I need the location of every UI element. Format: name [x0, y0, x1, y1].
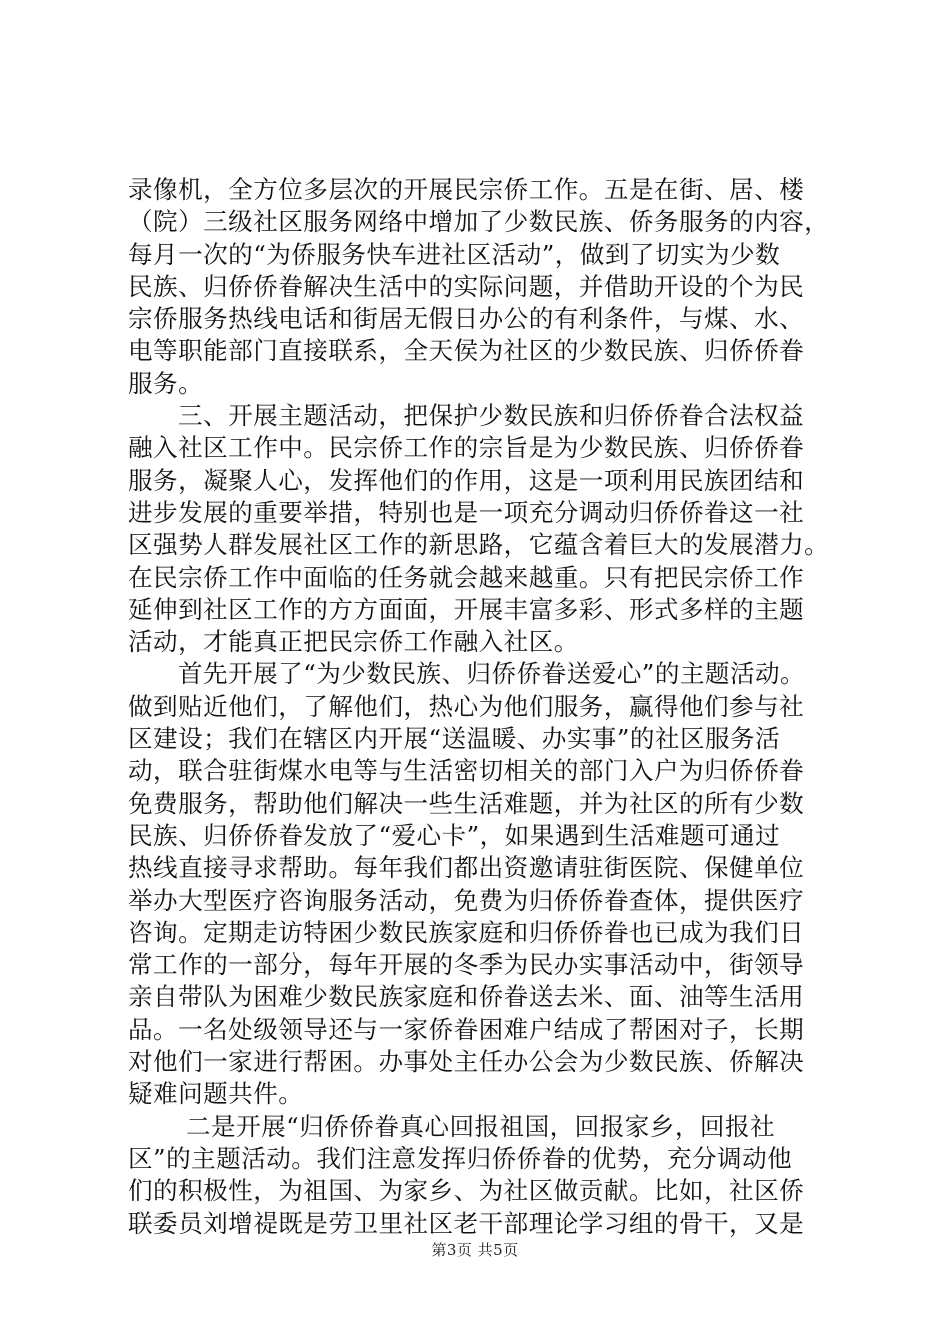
- text-line: 民族、归侨侨眷解决生活中的实际问题，并借助开设的个为民: [128, 271, 805, 301]
- paragraph-4: [128, 1111, 838, 1240]
- text-line: 进步发展的重要举措，特别也是一项充分调动归侨侨眷这一社: [128, 497, 805, 527]
- text-line: 活动，才能真正把民宗侨工作融入社区。: [128, 627, 579, 657]
- page-number: 第3页 共5页: [431, 1241, 519, 1259]
- text-line: 联委员刘增禔既是劳卫里社区老干部理论学习组的骨干，又是: [128, 1208, 805, 1238]
- text-line: 热线直接寻求帮助。每年我们都出资邀请驻街医院、保健单位: [128, 853, 805, 883]
- text-line: 疑难问题共件。: [128, 1079, 304, 1109]
- page-footer: [0, 1240, 950, 1260]
- text-line: 们的积极性，为祖国、为家乡、为社区做贡献。比如，社区侨: [128, 1176, 805, 1206]
- text-line: 动，联合驻街煤水电等与生活密切相关的部门入户为归侨侨眷: [128, 756, 805, 786]
- text-line: 咨询。定期走访特困少数民族家庭和归侨侨眷也已成为我们日: [128, 917, 805, 947]
- text-line: 品。一名处级领导还与一家侨眷困难户结成了帮困对子，长期: [128, 1014, 805, 1044]
- text-line: 对他们一家进行帮困。办事处主任办公会为少数民族、侨解决: [128, 1047, 805, 1077]
- text-line: 区”的主题活动。我们注意发挥归侨侨眷的优势，充分调动他: [128, 1143, 793, 1173]
- text-line: 常工作的一部分，每年开展的冬季为民办实事活动中，街领导: [128, 950, 805, 980]
- text-line: 举办大型医疗咨询服务活动，免费为归侨侨眷查体，提供医疗: [128, 885, 805, 915]
- text-line: 在民宗侨工作中面临的任务就会越来越重。只有把民宗侨工作: [128, 562, 805, 592]
- paragraph-3: [128, 658, 838, 1110]
- document-body: [128, 174, 838, 1240]
- text-line: 做到贴近他们，了解他们，热心为他们服务，赢得他们参与社: [128, 691, 805, 721]
- text-line: 服务，凝聚人心，发挥他们的作用，这是一项利用民族团结和: [128, 465, 805, 495]
- text-line: 服务。: [128, 368, 204, 398]
- text-line: 三、开展主题活动，把保护少数民族和归侨侨眷合法权益: [178, 401, 805, 431]
- text-line: 首先开展了“为少数民族、归侨侨眷送爱心”的主题活动。: [178, 659, 806, 689]
- paragraph-2: [128, 400, 838, 658]
- text-line: 电等职能部门直接联系，全天侯为社区的少数民族、归侨侨眷: [128, 336, 805, 366]
- text-line: 免费服务，帮助他们解决一些生活难题，并为社区的所有少数: [128, 788, 805, 818]
- text-line: 民族、归侨侨眷发放了“爱心卡”，如果遇到生活难题可通过: [128, 820, 781, 850]
- text-line: 二是开展“归侨侨眷真心回报祖国，回报家乡，回报社: [186, 1111, 776, 1141]
- text-line: （院）三级社区服务网络中增加了少数民族、侨务服务的内容，: [128, 207, 830, 237]
- paragraph-1: [128, 174, 838, 400]
- text-line: 亲自带队为困难少数民族家庭和侨眷送去米、面、油等生活用: [128, 982, 805, 1012]
- text-line: 每月一次的“为侨服务快车进社区活动”，做到了切实为少数: [128, 239, 781, 269]
- text-line: 区建设；我们在辖区内开展“送温暖、办实事”的社区服务活: [128, 724, 781, 754]
- text-line: 区强势人群发展社区工作的新思路，它蕴含着巨大的发展潜力。: [128, 530, 830, 560]
- text-line: 录像机，全方位多层次的开展民宗侨工作。五是在街、居、楼: [128, 175, 805, 204]
- text-line: 延伸到社区工作的方方面面，开展丰富多彩、形式多样的主题: [128, 594, 805, 624]
- text-line: 融入社区工作中。民宗侨工作的宗旨是为少数民族、归侨侨眷: [128, 433, 805, 463]
- text-line: 宗侨服务热线电话和街居无假日办公的有利条件，与煤、水、: [128, 304, 805, 334]
